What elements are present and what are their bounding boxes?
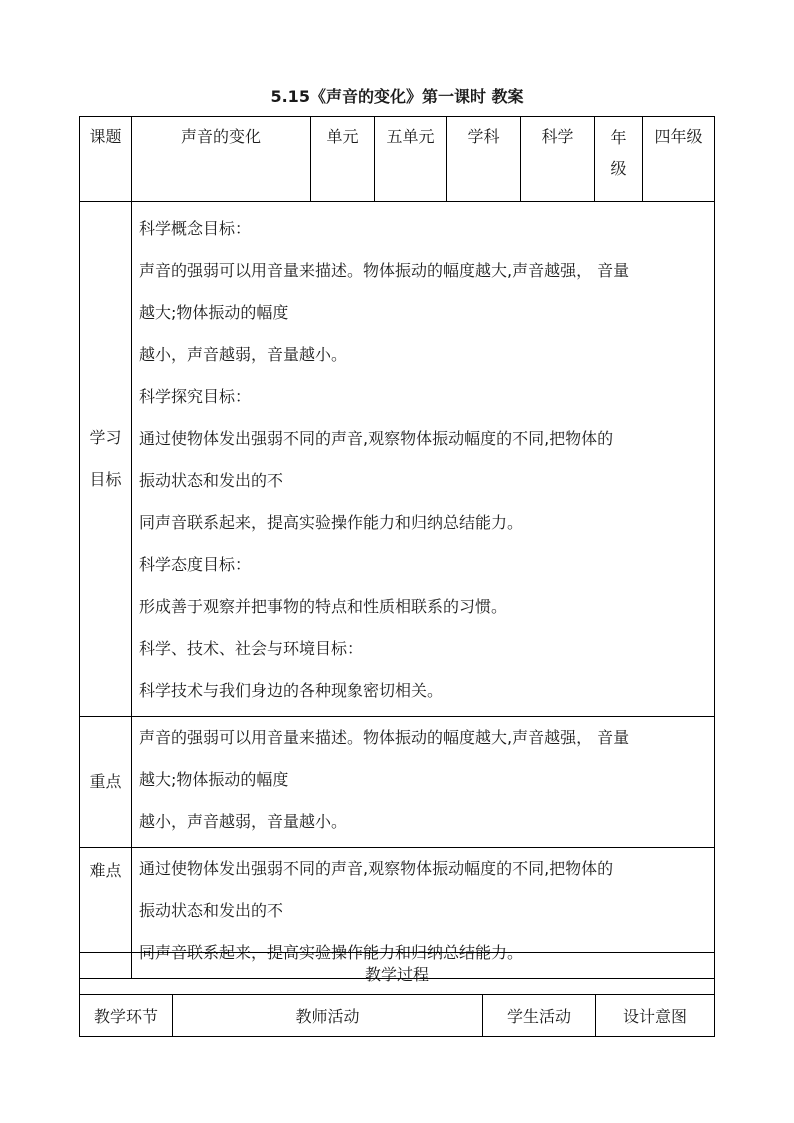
grade-label-line2: 级	[610, 159, 627, 178]
objective-line: 振动状态和发出的不	[139, 471, 284, 490]
column-teacher-activity: 教师活动	[173, 995, 483, 1037]
subject-label: 学科	[447, 117, 521, 202]
header-row	[80, 117, 715, 202]
objective-line: 形成善于观察并把事物的特点和性质相联系的习惯。	[139, 597, 508, 616]
objective-line: 科学概念目标：	[139, 219, 252, 238]
process-heading-row	[80, 953, 715, 995]
objectives-label-line1: 学习	[89, 428, 122, 447]
lesson-plan-table	[79, 116, 715, 979]
key-point-line: 声音的强弱可以用音量来描述。物体振动的幅度越大,声音越强， 音量	[139, 728, 630, 747]
process-table	[79, 952, 715, 1037]
objective-line: 科学探究目标：	[139, 387, 252, 406]
topic-value: 声音的变化	[132, 117, 311, 202]
objective-line: 科学态度目标：	[139, 555, 252, 574]
process-heading: 教学过程	[80, 953, 715, 995]
objective-line: 科学、技术、社会与环境目标：	[139, 639, 364, 658]
objective-line: 通过使物体发出强弱不同的声音,观察物体振动幅度的不同,把物体的	[139, 429, 614, 448]
objective-line: 越小，声音越弱，音量越小。	[139, 345, 348, 364]
objective-line: 声音的强弱可以用音量来描述。物体振动的幅度越大,声音越强， 音量	[139, 261, 630, 280]
topic-label: 课题	[80, 117, 132, 202]
key-points-content	[132, 717, 715, 848]
key-points-row	[80, 717, 715, 848]
column-student-activity: 学生活动	[483, 995, 596, 1037]
unit-value: 五单元	[375, 117, 447, 202]
objective-line: 同声音联系起来，提高实验操作能力和归纳总结能力。	[139, 513, 524, 532]
objective-line: 科学技术与我们身边的各种现象密切相关。	[139, 681, 444, 700]
objectives-label-line2: 目标	[89, 470, 122, 489]
column-design-intent: 设计意图	[596, 995, 715, 1037]
grade-label-line1: 年	[610, 128, 627, 147]
key-point-line: 越小，声音越弱，音量越小。	[139, 812, 348, 831]
subject-value: 科学	[521, 117, 595, 202]
objectives-label	[80, 202, 132, 717]
objectives-content	[132, 202, 715, 717]
document-title: 5.15《声音的变化》第一课时 教案	[270, 87, 524, 106]
key-points-label: 重点	[80, 717, 132, 848]
difficulty-line: 振动状态和发出的不	[139, 901, 284, 920]
key-point-line: 越大;物体振动的幅度	[139, 770, 289, 789]
difficulties-label: 难点	[80, 848, 132, 979]
unit-label: 单元	[311, 117, 375, 202]
column-teaching-stage: 教学环节	[80, 995, 173, 1037]
process-columns-row	[80, 995, 715, 1037]
grade-label	[595, 117, 643, 202]
grade-value: 四年级	[643, 117, 715, 202]
objective-line: 越大;物体振动的幅度	[139, 303, 289, 322]
difficulty-line: 通过使物体发出强弱不同的声音,观察物体振动幅度的不同,把物体的	[139, 859, 614, 878]
difficulty-line: 同声音联系起来，提高实验操作能力和归纳总结能力。	[139, 943, 524, 962]
objectives-row	[80, 202, 715, 717]
